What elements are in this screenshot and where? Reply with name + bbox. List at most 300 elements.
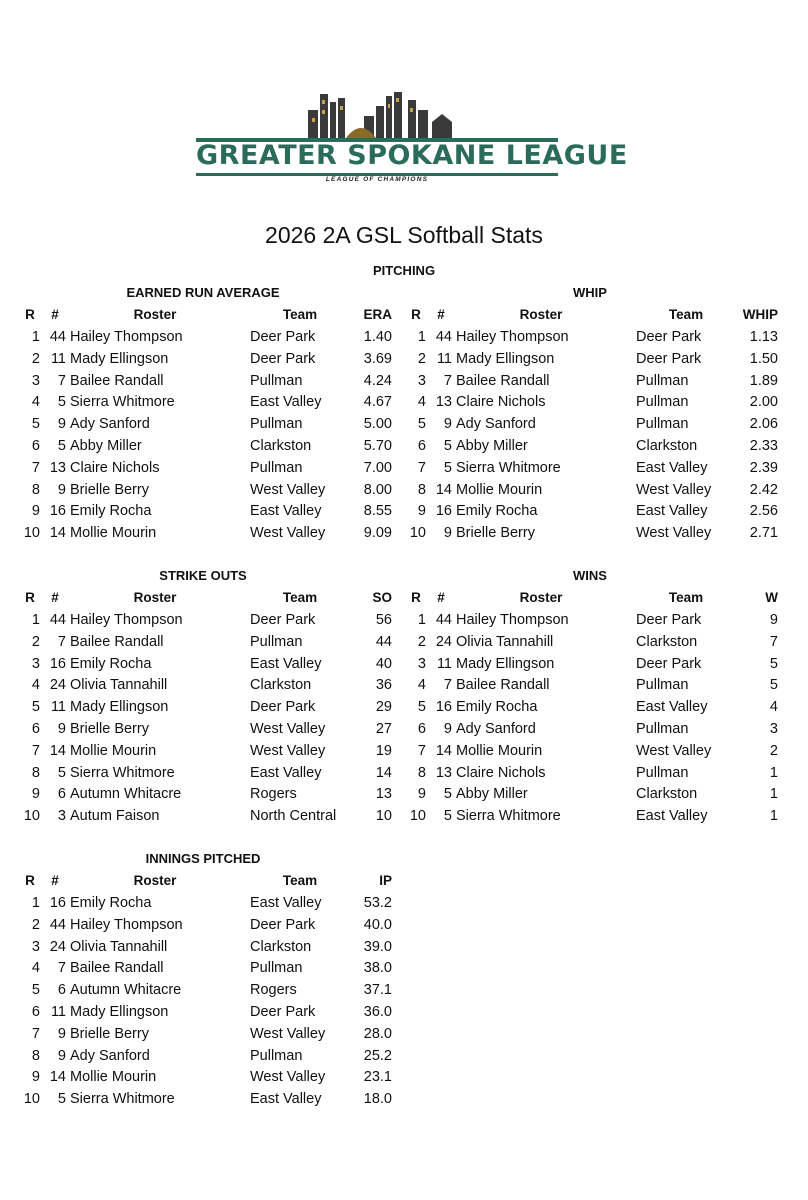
stat-value-cell: 56 [375, 612, 392, 628]
table-row [406, 413, 781, 435]
player-name-cell: Mollie Mourin [456, 742, 543, 759]
rank-cell: 8 [31, 764, 40, 781]
player-name-cell: Hailey Thompson [70, 612, 183, 628]
number-cell: 11 [436, 655, 452, 672]
stat-value-cell: 2.39 [749, 459, 778, 476]
player-name-cell: Ady Sanford [70, 416, 150, 433]
player-name-cell: Ady Sanford [456, 721, 536, 737]
player-name-cell: Abby Miller [456, 438, 528, 454]
number-cell: 16 [435, 699, 452, 716]
team-cell: Clarkston [250, 938, 312, 955]
player-name-cell: Abby Miller [456, 786, 528, 803]
page-title: 2026 2A GSL Softball Stats [265, 222, 543, 248]
table-row [406, 326, 781, 348]
player-name-cell: Claire Nichols [70, 459, 160, 476]
rank-cell: 9 [417, 503, 426, 520]
number-cell: 14 [49, 525, 66, 542]
number-cell: 13 [435, 764, 452, 781]
team-header: Team [668, 590, 704, 605]
team-cell: Deer Park [250, 329, 316, 345]
number-cell: 9 [57, 1047, 66, 1064]
player-name-cell: Brielle Berry [70, 1025, 149, 1042]
section-heading: PITCHING [372, 263, 436, 278]
team-header: Team [282, 873, 318, 888]
team-cell: Deer Park [250, 1004, 316, 1020]
player-name-cell: Hailey Thompson [456, 329, 569, 345]
stat-header: IP [379, 873, 392, 888]
rank-cell: 10 [23, 525, 40, 542]
rank-cell: 8 [417, 481, 426, 498]
team-cell: Pullman [250, 960, 303, 977]
rank-cell: 4 [417, 677, 426, 694]
player-name-cell: Olivia Tannahill [70, 677, 168, 694]
rank-cell: 10 [409, 525, 426, 542]
table-row [20, 892, 395, 914]
stat-header: W [765, 590, 778, 605]
stat-value-cell: 7.00 [363, 459, 392, 476]
rank-cell: 6 [31, 1004, 40, 1020]
stat-value-cell: 19 [375, 742, 392, 759]
stat-block-title: INNINGS PITCHED [145, 851, 261, 866]
rank-cell: 10 [409, 808, 426, 825]
stat-value-cell: 39.0 [363, 938, 392, 955]
stat-value-cell: 36.0 [363, 1004, 392, 1020]
stat-block [406, 282, 781, 546]
number-cell: 16 [49, 503, 66, 520]
team-cell: Deer Park [250, 699, 316, 716]
table-header [20, 587, 395, 609]
table-row [20, 1066, 395, 1088]
player-name-cell: Emily Rocha [70, 895, 152, 911]
stat-value-cell: 1.50 [749, 350, 778, 367]
table-row [406, 718, 781, 740]
stat-block-title: WINS [573, 568, 607, 583]
table-row [406, 674, 781, 696]
stat-value-cell: 2 [769, 742, 778, 759]
table-row [406, 631, 781, 653]
table-header [406, 587, 781, 609]
number-cell: 44 [49, 612, 66, 628]
table-row [20, 1001, 395, 1023]
stat-value-cell: 1.40 [363, 329, 392, 345]
table-row [406, 479, 781, 501]
team-cell: Pullman [636, 416, 689, 433]
table-row [20, 370, 395, 392]
table-row [406, 348, 781, 370]
table-row [406, 805, 781, 827]
stat-value-cell: 44 [375, 633, 392, 650]
rank-cell: 2 [417, 633, 426, 650]
stat-value-cell: 8.00 [363, 481, 392, 498]
rank-cell: 5 [31, 699, 40, 716]
number-cell: 9 [57, 416, 66, 433]
stat-value-cell: 27 [375, 721, 392, 737]
player-name-cell: Abby Miller [70, 438, 142, 454]
stat-value-cell: 2.06 [749, 416, 778, 433]
stat-value-cell: 2.33 [749, 438, 778, 454]
table-row [20, 413, 395, 435]
number-cell: 14 [435, 481, 452, 498]
team-cell: Pullman [636, 721, 689, 737]
number-cell: 14 [435, 742, 452, 759]
player-name-cell: Autumn Whitacre [70, 786, 182, 803]
table-row [20, 783, 395, 805]
team-cell: West Valley [250, 1025, 326, 1042]
table-header [20, 870, 395, 892]
rank-cell: 2 [31, 633, 40, 650]
team-header: Team [668, 307, 704, 322]
player-name-cell: Sierra Whitmore [70, 764, 175, 781]
stat-value-cell: 1.13 [749, 329, 778, 345]
number-cell: 44 [435, 329, 452, 345]
team-cell: Deer Park [636, 655, 702, 672]
team-cell: Pullman [250, 416, 303, 433]
team-cell: Rogers [250, 982, 297, 999]
team-cell: Pullman [636, 677, 689, 694]
roster-header: Roster [519, 307, 563, 322]
team-cell: East Valley [636, 503, 708, 520]
player-name-cell: Mollie Mourin [456, 481, 543, 498]
stat-block [20, 848, 395, 1112]
stat-value-cell: 1 [769, 808, 778, 825]
number-cell: 11 [436, 350, 452, 367]
table-row [20, 674, 395, 696]
stat-block [406, 565, 781, 829]
rank-cell: 7 [417, 459, 426, 476]
stat-value-cell: 25.2 [363, 1047, 392, 1064]
table-row [406, 457, 781, 479]
rank-cell: 6 [31, 721, 40, 737]
team-cell: Pullman [636, 394, 689, 411]
stat-value-cell: 2.56 [749, 503, 778, 520]
table-row [20, 609, 395, 631]
stat-value-cell: 4.24 [363, 372, 392, 389]
player-name-cell: Emily Rocha [70, 655, 152, 672]
stat-value-cell: 8.55 [363, 503, 392, 520]
stat-value-cell: 28.0 [363, 1025, 392, 1042]
rank-cell: 5 [31, 982, 40, 999]
rank-cell: 5 [417, 416, 426, 433]
number-cell: 13 [435, 394, 452, 411]
player-name-cell: Emily Rocha [70, 503, 152, 520]
table-row [20, 914, 395, 936]
rank-cell: 4 [417, 394, 426, 411]
stat-value-cell: 4 [769, 699, 778, 716]
rank-cell: 7 [31, 742, 40, 759]
table-row [406, 609, 781, 631]
team-cell: East Valley [636, 459, 708, 476]
stat-value-cell: 2.42 [749, 481, 778, 498]
rank-cell: 5 [31, 416, 40, 433]
team-cell: Deer Park [636, 612, 702, 628]
team-cell: Pullman [250, 1047, 303, 1064]
team-cell: West Valley [636, 481, 712, 498]
rank-cell: 4 [31, 677, 40, 694]
rank-cell: 1 [31, 612, 40, 628]
number-cell: 14 [49, 1069, 66, 1086]
stat-value-cell: 2.71 [749, 525, 778, 542]
table-row [406, 500, 781, 522]
number-cell: 14 [49, 742, 66, 759]
number-cell: 16 [435, 503, 452, 520]
number-cell: 5 [443, 459, 452, 476]
stat-value-cell: 53.2 [363, 895, 392, 911]
number-cell: 6 [57, 786, 66, 803]
team-cell: Clarkston [636, 786, 698, 803]
rank-cell: 7 [31, 1025, 40, 1042]
rank-cell: 7 [31, 459, 40, 476]
number-cell: 7 [57, 960, 66, 977]
table-row [20, 500, 395, 522]
table-row [20, 740, 395, 762]
stat-value-cell: 1 [769, 786, 778, 803]
number-cell: 24 [49, 938, 66, 955]
number-cell: 9 [57, 721, 66, 737]
team-cell: West Valley [250, 1069, 326, 1086]
rank-cell: 1 [417, 329, 426, 345]
player-name-cell: Bailee Randall [70, 960, 164, 977]
team-cell: North Central [250, 808, 337, 825]
team-cell: East Valley [250, 394, 322, 411]
table-row [20, 348, 395, 370]
player-name-cell: Hailey Thompson [70, 916, 183, 933]
team-cell: Clarkston [636, 438, 698, 454]
team-cell: Deer Park [636, 350, 702, 367]
rank-header: R [25, 307, 35, 322]
rank-cell: 1 [31, 895, 40, 911]
player-name-cell: Bailee Randall [456, 677, 550, 694]
number-cell: 5 [57, 394, 66, 411]
table-header [406, 304, 781, 326]
number-cell: 44 [49, 916, 66, 933]
number-header: # [437, 590, 445, 605]
table-row [20, 631, 395, 653]
roster-header: Roster [519, 590, 563, 605]
team-cell: East Valley [250, 503, 322, 520]
number-cell: 13 [49, 459, 66, 476]
skyline-icon [196, 88, 558, 146]
rank-cell: 3 [31, 938, 40, 955]
stat-header: SO [372, 590, 392, 605]
team-cell: East Valley [250, 895, 322, 911]
rank-cell: 4 [31, 960, 40, 977]
table-row [20, 479, 395, 501]
table-row [20, 457, 395, 479]
rank-cell: 6 [31, 438, 40, 454]
number-cell: 11 [50, 350, 66, 367]
rank-cell: 1 [417, 612, 426, 628]
team-cell: Pullman [250, 372, 303, 389]
player-name-cell: Bailee Randall [70, 633, 164, 650]
team-header: Team [282, 590, 318, 605]
rank-cell: 3 [417, 655, 426, 672]
stat-value-cell: 7 [769, 633, 778, 650]
rank-cell: 1 [31, 329, 40, 345]
rank-cell: 8 [417, 764, 426, 781]
table-row [20, 391, 395, 413]
rank-cell: 9 [31, 1069, 40, 1086]
league-logo [196, 88, 628, 188]
team-cell: West Valley [250, 481, 326, 498]
number-header: # [51, 873, 59, 888]
team-cell: Pullman [636, 764, 689, 781]
stat-value-cell: 5 [769, 655, 778, 672]
stat-value-cell: 3 [769, 721, 778, 737]
player-name-cell: Mady Ellingson [456, 655, 555, 672]
player-name-cell: Hailey Thompson [70, 329, 183, 345]
player-name-cell: Mollie Mourin [70, 525, 157, 542]
number-cell: 44 [49, 329, 66, 345]
number-cell: 5 [57, 764, 66, 781]
rank-cell: 3 [31, 372, 40, 389]
number-cell: 16 [49, 895, 66, 911]
stat-block-title: WHIP [573, 285, 607, 300]
rank-cell: 10 [23, 1091, 40, 1108]
table-row [20, 936, 395, 958]
number-cell: 24 [435, 633, 452, 650]
rank-header: R [25, 590, 35, 605]
team-cell: West Valley [250, 525, 326, 542]
number-header: # [51, 307, 59, 322]
team-cell: West Valley [636, 742, 712, 759]
player-name-cell: Brielle Berry [70, 721, 149, 737]
table-row [406, 435, 781, 457]
number-cell: 5 [443, 438, 452, 454]
rank-cell: 8 [31, 481, 40, 498]
number-cell: 6 [57, 982, 66, 999]
stat-block [20, 565, 395, 829]
stat-block-title: STRIKE OUTS [159, 568, 247, 583]
table-row [20, 957, 395, 979]
stat-value-cell: 37.1 [363, 982, 392, 999]
team-cell: West Valley [250, 742, 326, 759]
player-name-cell: Ady Sanford [70, 1047, 150, 1064]
number-cell: 3 [57, 808, 66, 825]
number-cell: 5 [57, 1091, 66, 1108]
roster-header: Roster [133, 590, 177, 605]
team-cell: East Valley [250, 655, 322, 672]
player-name-cell: Bailee Randall [456, 372, 550, 389]
player-name-cell: Brielle Berry [456, 525, 535, 542]
table-row [20, 653, 395, 675]
table-row [20, 805, 395, 827]
number-cell: 11 [50, 699, 66, 716]
number-cell: 9 [57, 1025, 66, 1042]
stat-block-title: EARNED RUN AVERAGE [126, 285, 280, 300]
stat-value-cell: 5 [769, 677, 778, 694]
team-cell: Clarkston [250, 677, 312, 694]
player-name-cell: Sierra Whitmore [456, 459, 561, 476]
stat-value-cell: 13 [375, 786, 392, 803]
rank-cell: 4 [31, 394, 40, 411]
player-name-cell: Autumn Whitacre [70, 982, 182, 999]
rank-cell: 9 [417, 786, 426, 803]
table-row [20, 696, 395, 718]
stat-value-cell: 14 [375, 764, 392, 781]
table-row [20, 326, 395, 348]
rank-header: R [25, 873, 35, 888]
stat-header: ERA [363, 307, 392, 322]
table-row [20, 762, 395, 784]
table-row [20, 1088, 395, 1110]
table-row [406, 391, 781, 413]
table-header [20, 304, 395, 326]
rank-cell: 2 [417, 350, 426, 367]
number-cell: 44 [435, 612, 452, 628]
rank-cell: 8 [31, 1047, 40, 1064]
team-cell: East Valley [250, 764, 322, 781]
table-row [406, 696, 781, 718]
player-name-cell: Olivia Tannahill [70, 938, 168, 955]
stat-value-cell: 18.0 [363, 1091, 392, 1108]
number-cell: 7 [57, 633, 66, 650]
team-cell: Pullman [250, 459, 303, 476]
team-cell: Clarkston [636, 633, 698, 650]
table-row [20, 718, 395, 740]
team-cell: Rogers [250, 786, 297, 803]
player-name-cell: Bailee Randall [70, 372, 164, 389]
number-cell: 24 [49, 677, 66, 694]
number-header: # [437, 307, 445, 322]
stat-value-cell: 36 [375, 677, 392, 694]
stat-value-cell: 40 [375, 655, 392, 672]
team-cell: Pullman [250, 633, 303, 650]
rank-cell: 2 [31, 916, 40, 933]
stat-value-cell: 9 [769, 612, 778, 628]
rank-cell: 2 [31, 350, 40, 367]
team-cell: Deer Park [636, 329, 702, 345]
stat-value-cell: 5.00 [363, 416, 392, 433]
rank-cell: 3 [31, 655, 40, 672]
player-name-cell: Mollie Mourin [70, 1069, 157, 1086]
team-cell: West Valley [250, 721, 326, 737]
player-name-cell: Brielle Berry [70, 481, 149, 498]
team-cell: East Valley [636, 808, 708, 825]
team-cell: Pullman [636, 372, 689, 389]
roster-header: Roster [133, 873, 177, 888]
table-row [20, 979, 395, 1001]
player-name-cell: Sierra Whitmore [70, 1091, 175, 1108]
table-row [20, 1023, 395, 1045]
player-name-cell: Mollie Mourin [70, 742, 157, 759]
number-cell: 7 [443, 677, 452, 694]
table-row [406, 653, 781, 675]
stat-value-cell: 1 [769, 764, 778, 781]
number-cell: 9 [443, 416, 452, 433]
team-cell: Deer Park [250, 350, 316, 367]
rank-cell: 6 [417, 438, 426, 454]
team-cell: East Valley [250, 1091, 322, 1108]
player-name-cell: Mady Ellingson [70, 1004, 169, 1020]
number-cell: 7 [443, 372, 452, 389]
rank-cell: 5 [417, 699, 426, 716]
table-row [406, 522, 781, 544]
table-row [20, 1045, 395, 1067]
rank-header: R [411, 590, 421, 605]
player-name-cell: Claire Nichols [456, 394, 546, 411]
table-row [20, 435, 395, 457]
rank-cell: 3 [417, 372, 426, 389]
rank-cell: 7 [417, 742, 426, 759]
stat-value-cell: 5.70 [363, 438, 392, 454]
number-header: # [51, 590, 59, 605]
roster-header: Roster [133, 307, 177, 322]
stat-value-cell: 4.67 [363, 394, 392, 411]
stat-value-cell: 23.1 [363, 1069, 392, 1086]
player-name-cell: Claire Nichols [456, 764, 546, 781]
team-cell: Clarkston [250, 438, 312, 454]
logo-tagline: LEAGUE OF CHAMPIONS [325, 176, 429, 183]
